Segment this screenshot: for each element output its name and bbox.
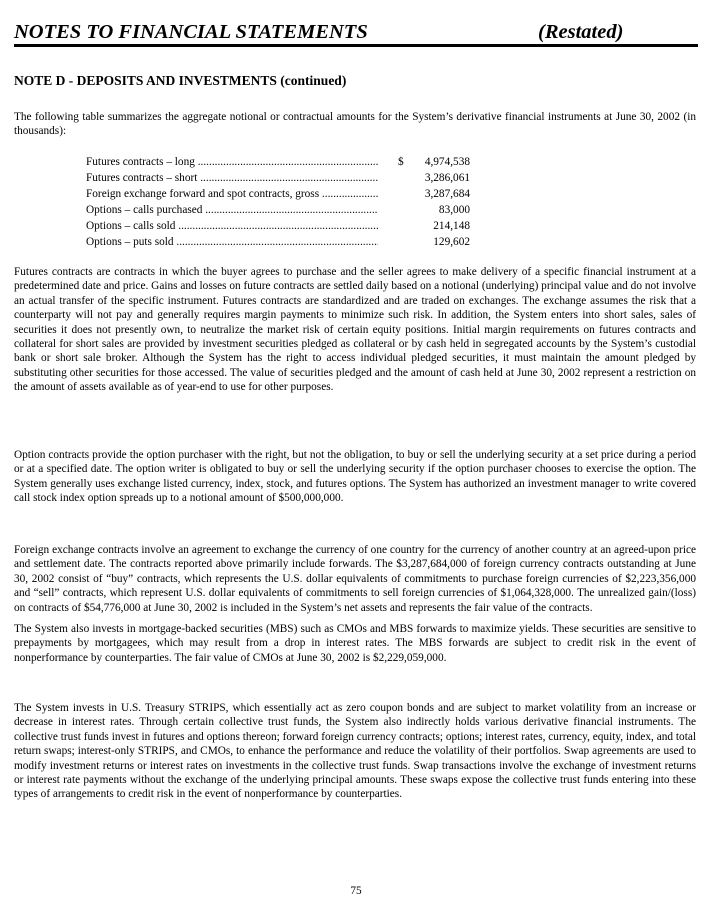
note-heading: NOTE D - DEPOSITS AND INVESTMENTS (continued) bbox=[14, 73, 347, 88]
row-value: 214,148 bbox=[433, 220, 470, 232]
row-value: 83,000 bbox=[438, 204, 470, 216]
page-title: NOTES TO FINANCIAL STATEMENTS bbox=[14, 21, 368, 43]
row-label: Futures contracts – short ..... bbox=[86, 170, 378, 186]
derivatives-table bbox=[86, 154, 472, 250]
row-value: 3,287,684 bbox=[424, 188, 470, 200]
header-rule bbox=[14, 44, 698, 47]
intro-paragraph: The following table summarizes the aggregate notional or contractual amounts for the System’s derivative financial instruments at June 30, 2002 (in thousands): bbox=[14, 111, 696, 138]
row-label: Options – puts sold ..... bbox=[86, 234, 378, 250]
table-row bbox=[86, 234, 472, 250]
row-value: 129,602 bbox=[433, 236, 470, 248]
table-row bbox=[86, 170, 472, 186]
row-label: Foreign exchange forward and spot contracts, gross ..... bbox=[86, 186, 378, 202]
page-number: 75 bbox=[350, 885, 362, 897]
table-row bbox=[86, 218, 472, 234]
table-row bbox=[86, 202, 472, 218]
row-value: 3,286,061 bbox=[424, 172, 470, 184]
options-paragraph: Option contracts provide the option purchaser with the right, but not the obligation, to buy or sell the underlying security at a set price during a period or at a specified date. The option writer is obligated to buy or sell the underlying security if the option purchaser chooses to exercise the option. The System generally uses exchange listed currency, index, stock, and futures options. The System has authorized an investment manager to write covered call stock index option spreads up to a notional amount of $500,000,000. bbox=[14, 449, 696, 505]
row-label: Options – calls purchased ..... bbox=[86, 202, 378, 218]
row-value: 4,974,538 bbox=[424, 156, 470, 168]
restated-label: (Restated) bbox=[538, 21, 624, 43]
strips-paragraph: The System invests in U.S. Treasury STRIPS, which essentially act as zero coupon bonds and are subject to market volatility from an increase or decrease in interest rates. Through certain collective trust funds, the System also indirectly holds various derivative financial instruments. The collective trust funds invest in futures and options thereon; forward foreign currency contracts; options; interest rates, currency, equity, index, and total return swaps; interest-only STRIPS, and CMOs, to enhance the performance and reduce the volatility of their portfolios. Swap agreements are used to modify investment returns or interest rates on investments in the collective trust funds. Swap transactions involve the exchange of investment returns or interest rate payments without the exchange of the underlying principal amounts. These swaps expose the collective trust funds entering into these types of arrangements to credit risk in the event of nonperformance by counterparties. bbox=[14, 702, 696, 801]
foreign-exchange-paragraph: Foreign exchange contracts involve an agreement to exchange the currency of one country for the currency of another country at an agreed-upon price and settlement date. The contracts reported above primarily include forwards. The $3,287,684,000 of foreign currency contracts outstanding at June 30, 2002 consist of “buy” contracts, which represents the U.S. dollar equivalents of commitments to purchase foreign currencies of $2,223,356,000 and “sell” contracts, which represent U.S. dollar equivalents of commitments to sell foreign currencies of $1,064,328,000. The unrealized gain/(loss) on contracts of $54,776,000 at June 30, 2002 is included in the System’s net assets and represents the fair value of the contracts. bbox=[14, 544, 696, 614]
page-header bbox=[14, 20, 698, 44]
table-row bbox=[86, 186, 472, 202]
table-row bbox=[86, 154, 472, 170]
mbs-paragraph: The System also invests in mortgage-backed securities (MBS) such as CMOs and MBS forwards to maximize yields. These securities are sensitive to prepayments by mortgagees, which may result from a drop in interest rates. The MBS forwards are subject to credit risk in the event of nonperformance by counterparties. The fair value of CMOs at June 30, 2002 is $2,229,059,000. bbox=[14, 623, 696, 664]
row-label: Options – calls sold ..... bbox=[86, 218, 378, 234]
futures-paragraph: Futures contracts are contracts in which the buyer agrees to purchase and the seller agrees to make delivery of a specific financial instrument at a predetermined date and price. Gains and losses on future contracts are settled daily based on a notional (underlying) principal value and do not involve an actual transfer of the specific instrument. Futures contracts are standardized and are traded on exchanges. The exchange assumes the risk that a counterparty will not pay and generally requires margin payments to minimize such risk. In addition, the System enters into short sales, sales of securities it does not presently own, to neutralize the market risk of certain equity positions. Initial margin requirements on futures contracts and collateral for short sales are provided by investment securities pledged as collateral or by cash held in segregated accounts by the System’s custodial bank or short sale broker. Although the System has the right to access individual pledged securities, it must maintain the amount pledged by substituting other securities for those accessed. The value of securities pledged and the amount of cash held at June 30, 2002 represent a restriction on the amount of assets available as of year-end to use for other purposes. bbox=[14, 266, 696, 394]
row-label: Futures contracts – long ..... bbox=[86, 154, 378, 170]
dollar-sign: $ bbox=[398, 156, 404, 168]
